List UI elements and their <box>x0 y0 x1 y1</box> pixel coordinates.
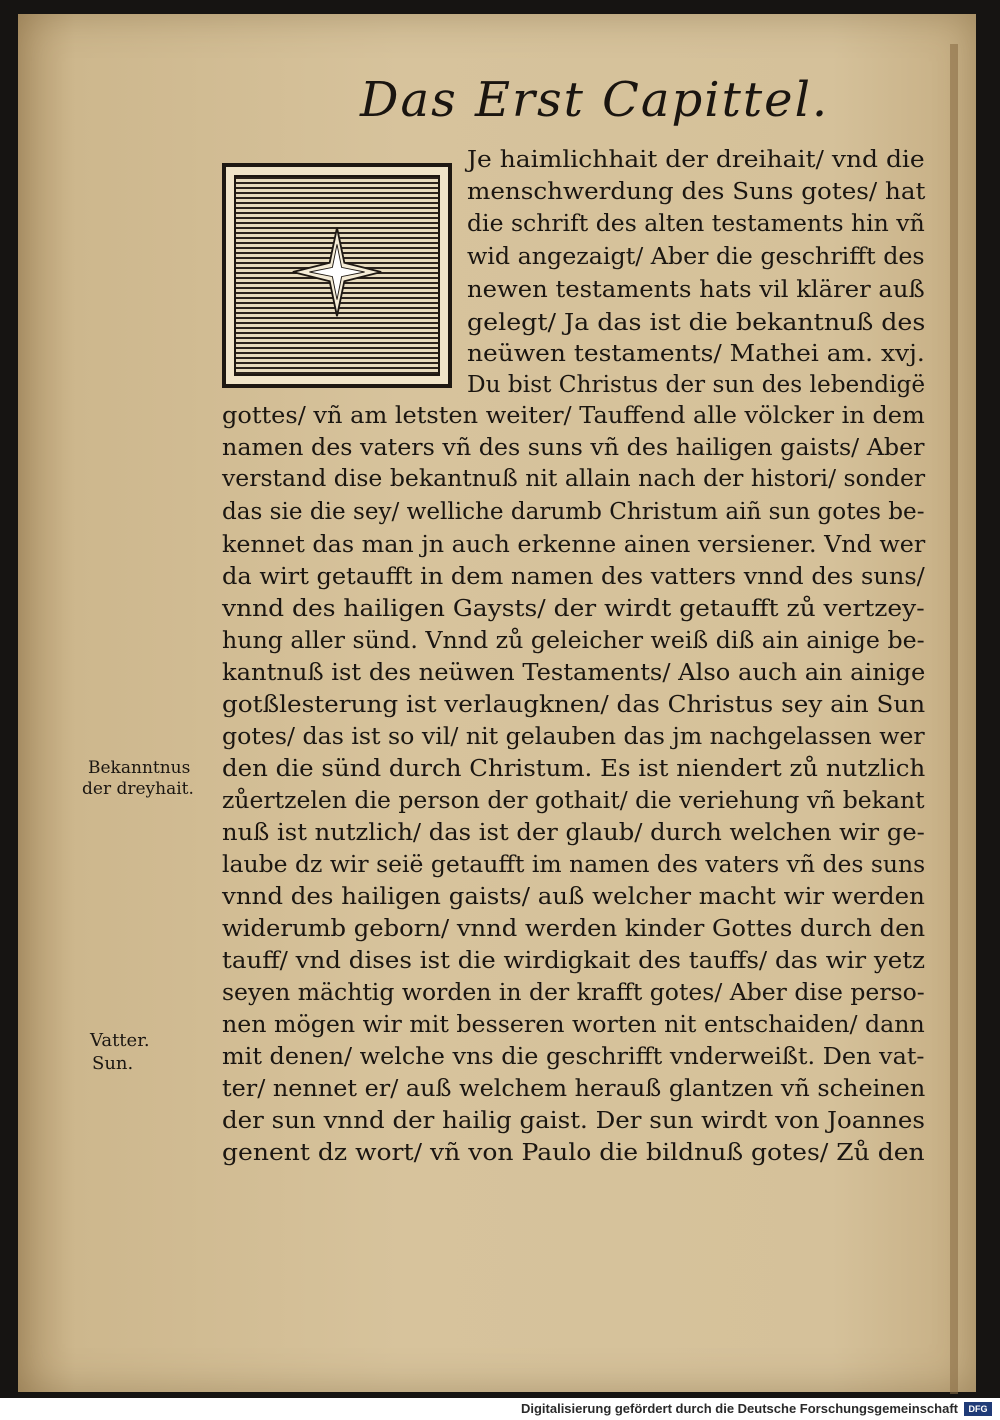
text-line: kennet das man jn auch erkenne ainen versiener. Vnd wer <box>222 532 926 558</box>
text-line: wid angezaigt/ Aber die geschrifft des <box>467 244 925 270</box>
margin-note: Bekanntnus <box>88 758 191 778</box>
text-line: genent dz wort/ vñ von Paulo die bildnuß gotes/ Zů den <box>222 1140 925 1166</box>
text-line: gelegt/ Ja das ist die bekantnuß des <box>467 310 926 336</box>
footer-credit-text: Digitalisierung gefördert durch die Deutsche Forschungsgemeinschaft <box>520 1401 958 1416</box>
text-line: kantnuß ist des neüwen Testaments/ Also auch ain ainige <box>222 660 926 686</box>
text-line: den die sünd durch Christum. Es ist niendert zů nutzlich <box>222 756 926 782</box>
text-line: zůertzelen die person der gothait/ die veriehung vñ bekant <box>222 788 925 814</box>
text-line: da wirt getaufft in dem namen des vatters vnnd des suns/ <box>222 564 925 590</box>
text-line: gotßlesterung ist verlaugknen/ das Christus sey ain Sun <box>222 692 926 718</box>
text-line: seyen mächtig worden in der krafft gotes/ Aber dise perso- <box>222 980 925 1006</box>
margin-note: Sun. <box>92 1053 134 1074</box>
text-line: ter/ nennet er/ auß welchem herauß glantzen vñ scheinen <box>222 1076 926 1102</box>
chapter-title: Das Erst Capittel. <box>360 72 830 128</box>
text-line: tauff/ vnd dises ist die wirdigkait des tauffs/ das wir yetz <box>222 948 926 974</box>
dfg-logo: DFG <box>964 1402 992 1416</box>
text-line: neüwen testaments/ Mathei am. xvj. <box>467 341 925 367</box>
text-line: vnnd des hailigen Gaysts/ der wirdt getaufft zů vertzey- <box>222 596 925 622</box>
margin-note: Vatter. <box>90 1030 150 1051</box>
text-line: gottes/ vñ am letsten weiter/ Tauffend alle völcker in dem <box>222 403 925 429</box>
digitization-footer <box>0 1398 1000 1420</box>
text-line: das sie die sey/ welliche darumb Christum aiñ sun gotes be- <box>222 499 925 525</box>
text-line: nuß ist nutzlich/ das ist der glaub/ durch welchen wir ge- <box>222 820 925 846</box>
text-line: der sun vnnd der hailig gaist. Der sun wirdt von Joannes <box>222 1108 925 1134</box>
text-line: laube dz wir seië getaufft im namen des vaters vñ des suns <box>222 852 926 878</box>
text-line: Je haimlichhait der dreihait/ vnd die <box>467 147 925 173</box>
text-line: Du bist Christus der sun des lebendigë <box>467 372 926 398</box>
text-line: hung aller sünd. Vnnd zů geleicher weiß diß ain ainige be- <box>222 628 925 654</box>
text-line: verstand dise bekantnuß nit allain nach der histori/ sonder <box>222 466 926 492</box>
text-line: nen mögen wir mit besseren worten nit entschaiden/ dann <box>222 1012 925 1038</box>
text-line: vnnd des hailigen gaists/ auß welcher macht wir werden <box>222 884 925 910</box>
text-line: gotes/ das ist so vil/ nit gelauben das jm nachgelassen wer <box>222 724 925 750</box>
margin-note: der dreyhait. <box>82 779 194 799</box>
text-line: mit denen/ welche vns die geschrifft vnderweißt. Den vat- <box>222 1044 925 1070</box>
text-line: die schrift des alten testaments hin vñ <box>467 211 925 237</box>
text-line: widerumb geborn/ vnnd werden kinder Gottes durch den <box>222 916 926 942</box>
text-line: newen testaments hats vil klärer auß <box>467 277 925 303</box>
text-line: menschwerdung des Suns gotes/ hat <box>467 179 926 205</box>
text-line: namen des vaters vñ des suns vñ des hailigen gaists/ Aber <box>222 435 925 461</box>
